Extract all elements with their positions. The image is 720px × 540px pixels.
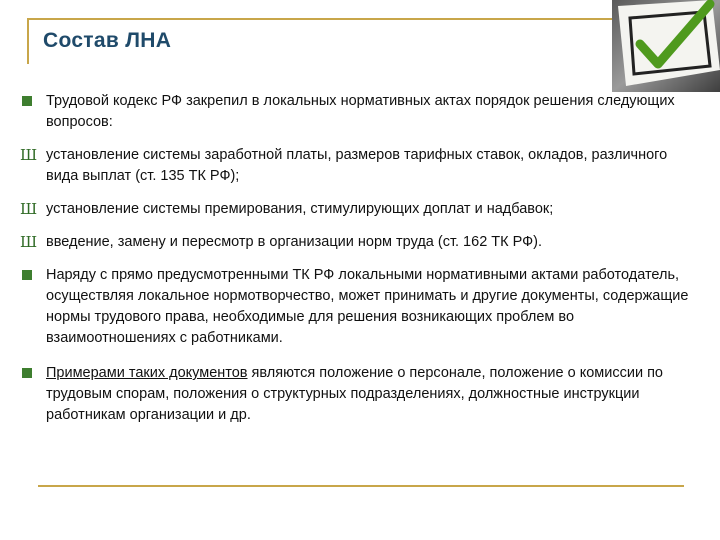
list-item — [20, 232, 700, 253]
square-bullet-icon — [22, 270, 32, 280]
list-item — [20, 363, 700, 426]
list-item-text: Трудовой кодекс РФ закрепил в локальных нормативных актах порядок решения следующих вопросов: — [46, 93, 675, 130]
bullet-list — [20, 91, 700, 426]
list-item-text-rest: являются положение о персонале, положение о комиссии по трудовым спорам, положения о структурных подразделениях, должностные инструкции работникам организации и др. — [46, 365, 663, 423]
list-item-text: установление системы заработной платы, размеров тарифных ставок, окладов, различного вида выплат (ст. 135 ТК РФ); — [46, 147, 668, 184]
list-item-text: введение, замену и пересмотр в организации норм труда (ст. 162 ТК РФ). — [46, 234, 543, 250]
bottom-divider — [38, 485, 684, 487]
page-title: Состав ЛНА — [43, 29, 172, 52]
square-bullet-icon — [22, 96, 32, 106]
list-item — [20, 145, 700, 187]
list-item — [20, 199, 700, 220]
square-bullet-icon — [22, 368, 32, 378]
list-item — [20, 265, 700, 349]
sub-bullet-icon: Ш — [20, 200, 38, 218]
checkmark-icon — [612, 0, 720, 92]
list-item-text: установление системы премирования, стимулирующих доплат и надбавок; — [46, 201, 554, 217]
sub-bullet-icon: Ш — [20, 233, 38, 251]
underlined-phrase: Примерами таких документов — [46, 365, 248, 381]
list-item-text: Наряду с прямо предусмотренными ТК РФ локальными нормативными актами работодатель, осуществляя локальное нормотворчество, может принимать и другие документы, содержащие нормы трудового права, необходимые для решения возникающих проблем во взаимоотношениях с работниками. — [46, 267, 689, 346]
list-item — [20, 91, 700, 133]
list-item-text — [46, 363, 700, 426]
sub-bullet-icon: Ш — [20, 146, 38, 164]
